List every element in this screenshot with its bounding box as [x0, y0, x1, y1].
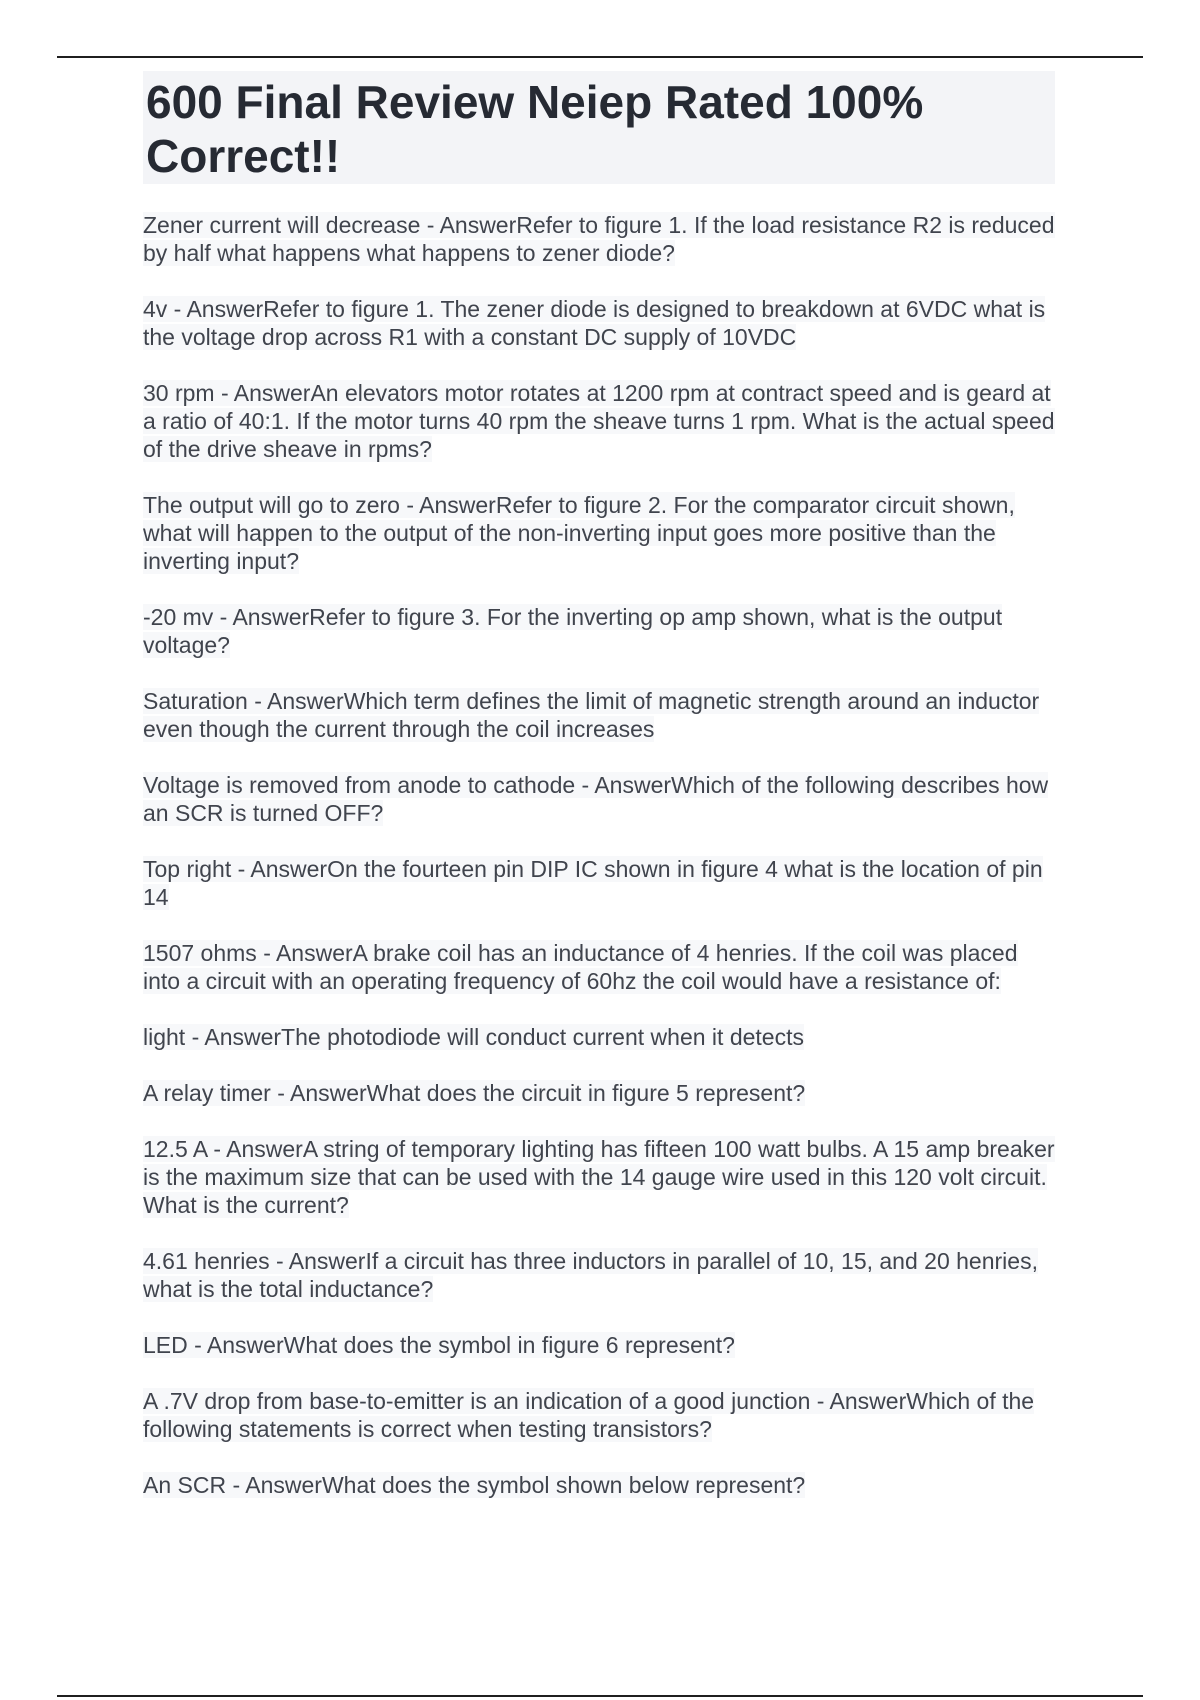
- qa-item-text: 4.61 henries - AnswerIf a circuit has three inductors in parallel of 10, 15, and 20 henries, what is the total inductance?: [143, 1248, 1038, 1302]
- qa-item-text: -20 mv - AnswerRefer to figure 3. For the inverting op amp shown, what is the output voltage?: [143, 604, 1003, 658]
- qa-item-text: light - AnswerThe photodiode will conduct current when it detects: [143, 1024, 804, 1050]
- qa-item: [143, 1471, 1055, 1499]
- qa-item-text: Top right - AnswerOn the fourteen pin DIP IC shown in figure 4 what is the location of pin 14: [143, 856, 1043, 910]
- qa-item: [143, 211, 1055, 267]
- qa-item-text: 4v - AnswerRefer to figure 1. The zener diode is designed to breakdown at 6VDC what is the voltage drop across R1 with a constant DC supply of 10VDC: [143, 296, 1046, 350]
- qa-item: [143, 1079, 1055, 1107]
- qa-item: [143, 771, 1055, 827]
- qa-item-text: A .7V drop from base-to-emitter is an indication of a good junction - AnswerWhich of the following statements is correct when testing transistors?: [143, 1388, 1035, 1442]
- qa-item-text: 12.5 A - AnswerA string of temporary lighting has fifteen 100 watt bulbs. A 15 amp breaker is the maximum size that can be used with the 14 gauge wire used in this 120 volt circuit. What is the current?: [143, 1136, 1055, 1218]
- qa-item-text: Saturation - AnswerWhich term defines the limit of magnetic strength around an inductor even though the current through the coil increases: [143, 688, 1040, 742]
- qa-item-text: 1507 ohms - AnswerA brake coil has an inductance of 4 henries. If the coil was placed into a circuit with an operating frequency of 60hz the coil would have a resistance of:: [143, 940, 1018, 994]
- qa-item: [143, 1247, 1055, 1303]
- qa-item-text: LED - AnswerWhat does the symbol in figure 6 represent?: [143, 1332, 735, 1358]
- qa-item-text: Zener current will decrease - AnswerRefer to figure 1. If the load resistance R2 is reduced by half what happens what happens to zener diode?: [143, 212, 1055, 266]
- qa-item: [143, 1387, 1055, 1443]
- bottom-rule: [57, 1695, 1143, 1697]
- qa-item: [143, 295, 1055, 351]
- title-block: [143, 71, 1055, 184]
- top-rule: [57, 56, 1143, 58]
- qa-item-text: A relay timer - AnswerWhat does the circuit in figure 5 represent?: [143, 1080, 806, 1106]
- qa-item: [143, 939, 1055, 995]
- qa-item: [143, 855, 1055, 911]
- qa-item: [143, 603, 1055, 659]
- qa-list: [143, 211, 1055, 1527]
- qa-item: [143, 491, 1055, 575]
- qa-item: [143, 1023, 1055, 1051]
- qa-item: [143, 379, 1055, 463]
- qa-item-text: 30 rpm - AnswerAn elevators motor rotates at 1200 rpm at contract speed and is geard at a ratio of 40:1. If the motor turns 40 rpm the sheave turns 1 rpm. What is the actual speed of the drive sheave in rpms?: [143, 380, 1055, 462]
- qa-item: [143, 1135, 1055, 1219]
- qa-item-text: The output will go to zero - AnswerRefer to figure 2. For the comparator circuit shown, what will happen to the output of the non-inverting input goes more positive than the inverting input?: [143, 492, 1015, 574]
- qa-item-text: Voltage is removed from anode to cathode - AnswerWhich of the following describes how an SCR is turned OFF?: [143, 772, 1049, 826]
- page-title: 600 Final Review Neiep Rated 100% Correct!!: [146, 76, 924, 182]
- qa-item: [143, 687, 1055, 743]
- qa-item: [143, 1331, 1055, 1359]
- qa-item-text: An SCR - AnswerWhat does the symbol shown below represent?: [143, 1472, 806, 1498]
